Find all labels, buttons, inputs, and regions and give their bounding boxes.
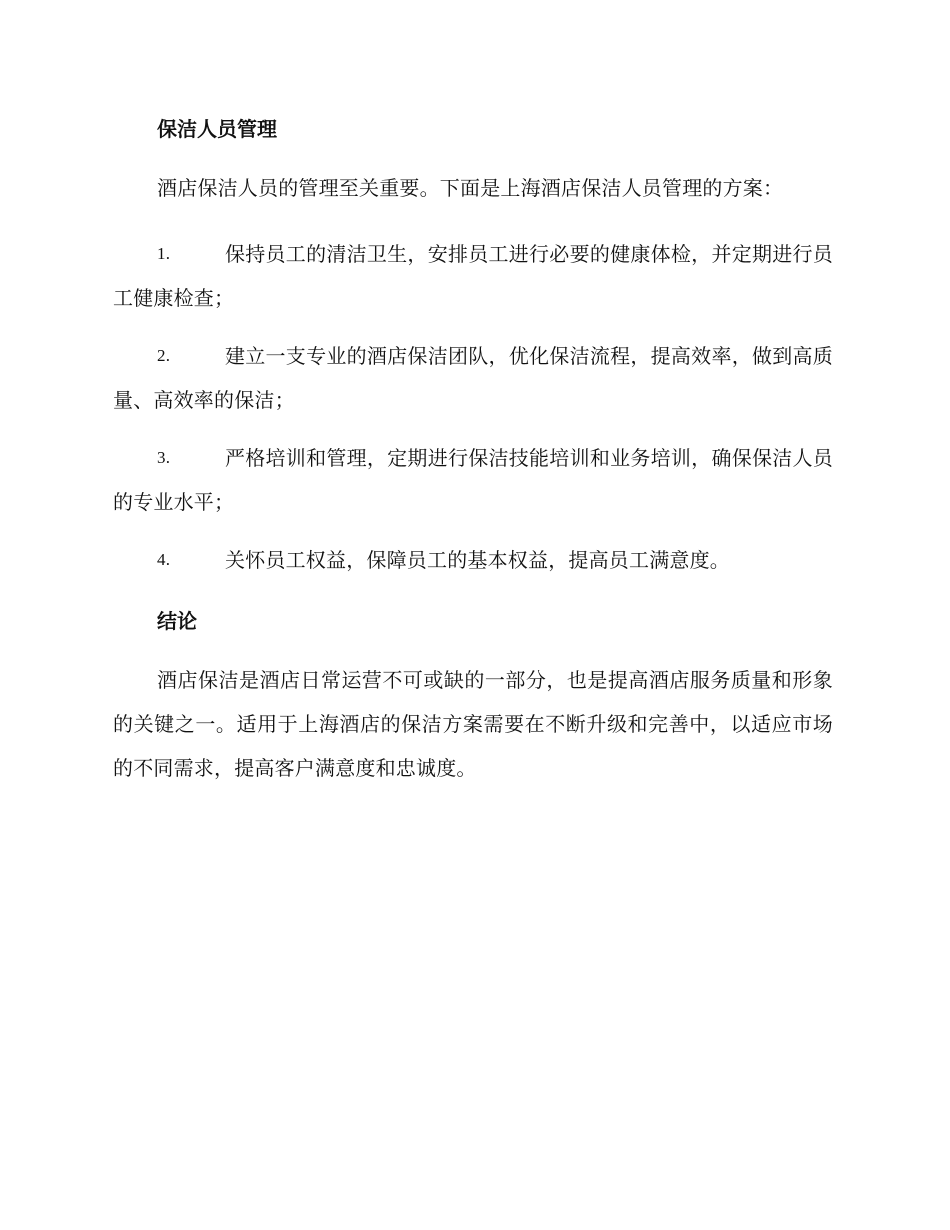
list-item-text: 关怀员工权益，保障员工的基本权益，提高员工满意度。 (225, 548, 730, 572)
list-item-text: 严格培训和管理，定期进行保洁技能培训和业务培训，确保保洁人员的专业水平； (113, 446, 833, 514)
intro-paragraph: 酒店保洁人员的管理至关重要。下面是上海酒店保洁人员管理的方案： (157, 176, 784, 200)
list-item (113, 232, 833, 320)
list-item (113, 334, 833, 422)
list-item (113, 436, 833, 524)
section-heading-conclusion: 结论 (157, 609, 197, 633)
list-number: 2. (157, 346, 171, 365)
management-list (113, 232, 833, 582)
document-content (113, 112, 833, 812)
list-number: 1. (157, 244, 171, 263)
list-item-text: 建立一支专业的酒店保洁团队，优化保洁流程，提高效率，做到高质量、高效率的保洁； (113, 344, 833, 412)
list-item (113, 538, 833, 582)
list-number: 4. (157, 550, 171, 569)
section-heading-staff-management: 保洁人员管理 (157, 117, 277, 141)
list-number: 3. (157, 448, 171, 467)
conclusion-paragraph: 酒店保洁是酒店日常运营不可或缺的一部分，也是提高酒店服务质量和形象的关键之一。适用于上海酒店的保洁方案需要在不断升级和完善中，以适应市场的不同需求，提高客户满意度和忠诚度。 (113, 668, 833, 780)
list-item-text: 保持员工的清洁卫生，安排员工进行必要的健康体检，并定期进行员工健康检查； (113, 242, 833, 310)
